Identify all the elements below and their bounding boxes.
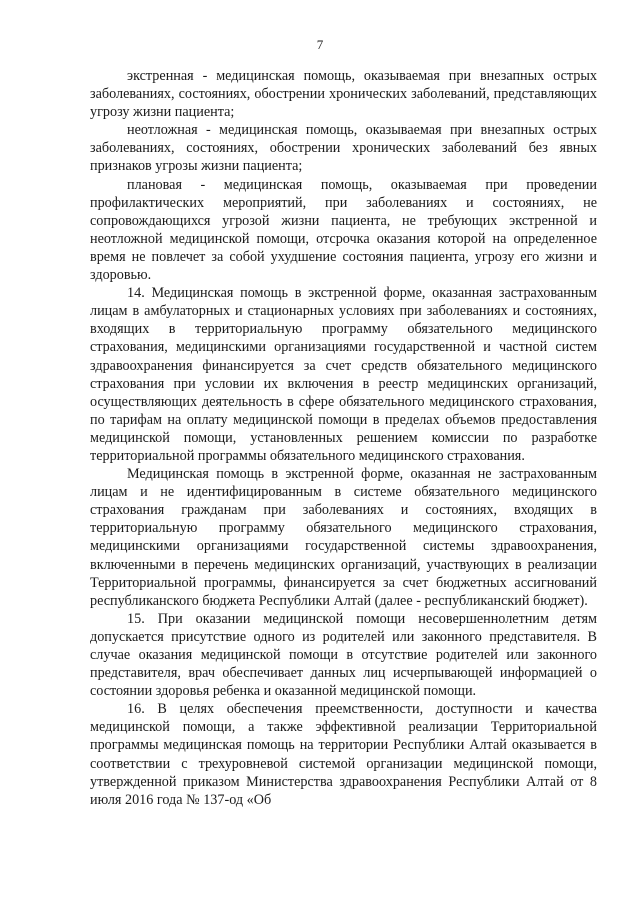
clause-15-minors: 15. При оказании медицинской помощи несовершеннолетним детям допускается присутствие одного из родителей или законного представителя. В случае оказания медицинской помощи в отсутствие родителей или законного представителя, врач обеспечивает данных лиц исчерпывающей информацией о состоянии здоровья ребенка и оказанной медицинской помощи. — [90, 610, 597, 700]
document-body — [90, 67, 597, 809]
clause-14-insured-emergency: 14. Медицинская помощь в экстренной форме, оказанная застрахованным лицам в амбулаторных и стационарных условиях при заболеваниях и состояниях, входящих в территориальную программу обязательного медицинского страхования, медицинскими организациями государственной и частной систем здравоохранения финансируется за счет средств обязательного медицинского страхования при условии их включения в реестр медицинских организаций, осуществляющих деятельность в сфере обязательного медицинского страхования, по тарифам на оплату медицинской помощи в пределах объемов предоставления медицинской помощи, установленных решением комиссии по разработке территориальной программы обязательного медицинского страхования. — [90, 285, 597, 464]
clause-14-uninsured-emergency: Медицинская помощь в экстренной форме, оказанная не застрахованным лицам и не идентифицированным в системе обязательного медицинского страхования гражданам при заболеваниях и состояниях, входящих в территориальную программу обязательного медицинского страхования, медицинскими организациями государственной системы здравоохранения, включенными в перечень медицинских организаций, участвующих в реализации Территориальной программы, финансируется за счет бюджетных ассигнований республиканского бюджета Республики Алтай (далее - республиканский бюджет). — [90, 466, 597, 609]
page-number: 7 — [316, 37, 324, 52]
definition-emergency-care: экстренная - медицинская помощь, оказываемая при внезапных острых заболеваниях, состояниях, обострении хронических заболеваний, представляющих угрозу жизни пациента; — [90, 68, 597, 121]
definition-planned-care: плановая - медицинская помощь, оказываемая при проведении профилактических мероприятий, при заболеваниях и состояниях, не сопровождающихся угрозой жизни пациента, не требующих экстренной и неотложной медицинской помощи, отсрочка оказания которой на определенное время не повлечет за собой ухудшение состояния пациента, угрозу его жизни и здоровью. — [90, 176, 597, 284]
clause-16-three-level-system: 16. В целях обеспечения преемственности, доступности и качества медицинской помощи, а также эффективной реализации Территориальной программы медицинская помощь на территории Республики Алтай оказывается в соответствии с трехуровневой системой организации медицинской помощи, утвержденной приказом Министерства здравоохранения Республики Алтай от 8 июля 2016 года № 137-од «Об — [90, 701, 597, 808]
definition-urgent-care: неотложная - медицинская помощь, оказываемая при внезапных острых заболеваниях, состояниях, обострении хронических заболеваний без явных признаков угрозы жизни пациента; — [90, 122, 597, 175]
